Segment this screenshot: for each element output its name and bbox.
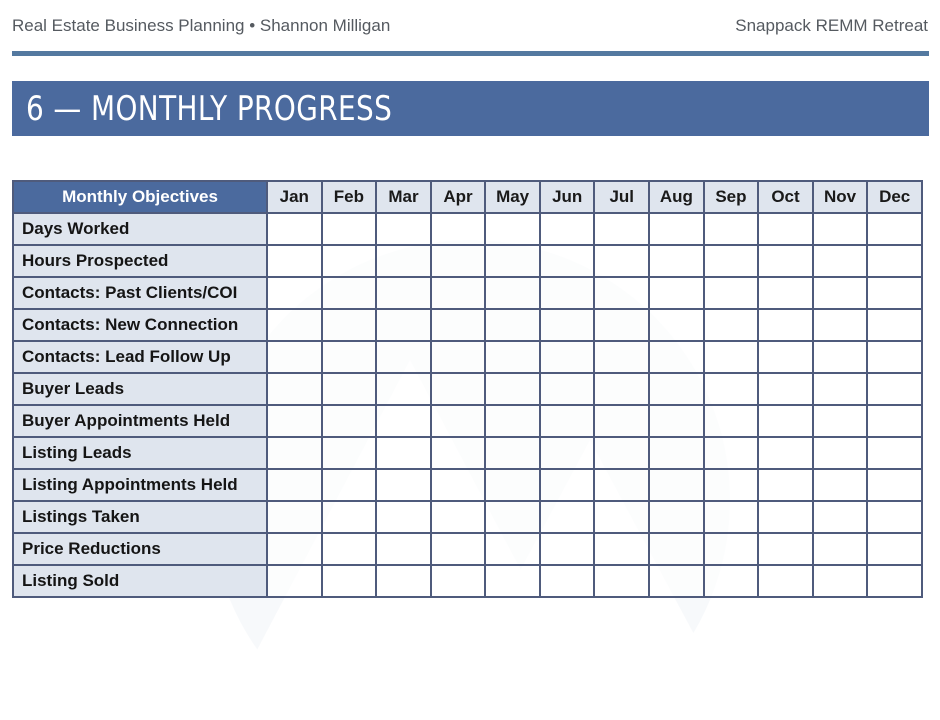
entry-cell-feb[interactable] xyxy=(322,277,377,309)
entry-cell-nov[interactable] xyxy=(813,437,868,469)
entry-cell-sep[interactable] xyxy=(704,405,759,437)
entry-cell-jul[interactable] xyxy=(594,245,649,277)
section-banner xyxy=(12,81,929,136)
entry-cell-sep[interactable] xyxy=(704,341,759,373)
month-header-nov: Nov xyxy=(813,181,868,213)
entry-cell-apr[interactable] xyxy=(431,213,486,245)
entry-cell-sep[interactable] xyxy=(704,565,759,597)
entry-cell-aug[interactable] xyxy=(649,309,704,341)
entry-cell-dec[interactable] xyxy=(867,533,922,565)
entry-cell-oct[interactable] xyxy=(758,341,813,373)
entry-cell-jul[interactable] xyxy=(594,437,649,469)
entry-cell-oct[interactable] xyxy=(758,277,813,309)
entry-cell-sep[interactable] xyxy=(704,373,759,405)
table-header-row xyxy=(13,181,922,213)
entry-cell-jul[interactable] xyxy=(594,341,649,373)
entry-cell-nov[interactable] xyxy=(813,373,868,405)
entry-cell-feb[interactable] xyxy=(322,213,377,245)
entry-cell-sep[interactable] xyxy=(704,533,759,565)
entry-cell-mar[interactable] xyxy=(376,501,431,533)
entry-cell-jan[interactable] xyxy=(267,469,322,501)
entry-cell-mar[interactable] xyxy=(376,469,431,501)
entry-cell-may[interactable] xyxy=(485,565,540,597)
section-title: 6 — MONTHLY PROGRESS xyxy=(26,88,393,129)
entry-cell-nov[interactable] xyxy=(813,469,868,501)
month-header-may: May xyxy=(485,181,540,213)
entry-cell-aug[interactable] xyxy=(649,277,704,309)
entry-cell-jan[interactable] xyxy=(267,501,322,533)
row-label: Listings Taken xyxy=(13,501,267,533)
entry-cell-aug[interactable] xyxy=(649,533,704,565)
month-header-jul: Jul xyxy=(594,181,649,213)
entry-cell-may[interactable] xyxy=(485,501,540,533)
entry-cell-aug[interactable] xyxy=(649,469,704,501)
entry-cell-jun[interactable] xyxy=(540,277,595,309)
entry-cell-jun[interactable] xyxy=(540,469,595,501)
entry-cell-jul[interactable] xyxy=(594,533,649,565)
entry-cell-sep[interactable] xyxy=(704,213,759,245)
monthly-progress-table xyxy=(12,180,923,598)
month-header-feb: Feb xyxy=(322,181,377,213)
entry-cell-jun[interactable] xyxy=(540,309,595,341)
entry-cell-dec[interactable] xyxy=(867,437,922,469)
entry-cell-jan[interactable] xyxy=(267,213,322,245)
entry-cell-jun[interactable] xyxy=(540,533,595,565)
entry-cell-jan[interactable] xyxy=(267,405,322,437)
event-name: Snappack REMM Retreat xyxy=(735,16,928,35)
entry-cell-mar[interactable] xyxy=(376,213,431,245)
entry-cell-feb[interactable] xyxy=(322,405,377,437)
month-header-jan: Jan xyxy=(267,181,322,213)
entry-cell-mar[interactable] xyxy=(376,341,431,373)
month-header-apr: Apr xyxy=(431,181,486,213)
header-divider xyxy=(12,51,929,56)
entry-cell-mar[interactable] xyxy=(376,245,431,277)
entry-cell-aug[interactable] xyxy=(649,405,704,437)
entry-cell-mar[interactable] xyxy=(376,437,431,469)
entry-cell-jul[interactable] xyxy=(594,373,649,405)
entry-cell-mar[interactable] xyxy=(376,565,431,597)
entry-cell-dec[interactable] xyxy=(867,373,922,405)
month-header-aug: Aug xyxy=(649,181,704,213)
entry-cell-aug[interactable] xyxy=(649,437,704,469)
row-label: Listing Appointments Held xyxy=(13,469,267,501)
entry-cell-feb[interactable] xyxy=(322,341,377,373)
entry-cell-sep[interactable] xyxy=(704,309,759,341)
entry-cell-jan[interactable] xyxy=(267,341,322,373)
entry-cell-aug[interactable] xyxy=(649,565,704,597)
table-row xyxy=(13,309,922,341)
entry-cell-oct[interactable] xyxy=(758,309,813,341)
entry-cell-jan[interactable] xyxy=(267,437,322,469)
entry-cell-jan[interactable] xyxy=(267,565,322,597)
entry-cell-feb[interactable] xyxy=(322,309,377,341)
entry-cell-jun[interactable] xyxy=(540,373,595,405)
entry-cell-apr[interactable] xyxy=(431,245,486,277)
entry-cell-jun[interactable] xyxy=(540,245,595,277)
entry-cell-jul[interactable] xyxy=(594,309,649,341)
entry-cell-mar[interactable] xyxy=(376,277,431,309)
row-label: Listing Leads xyxy=(13,437,267,469)
entry-cell-apr[interactable] xyxy=(431,501,486,533)
entry-cell-jan[interactable] xyxy=(267,533,322,565)
entry-cell-may[interactable] xyxy=(485,437,540,469)
entry-cell-dec[interactable] xyxy=(867,565,922,597)
entry-cell-feb[interactable] xyxy=(322,533,377,565)
entry-cell-sep[interactable] xyxy=(704,501,759,533)
month-header-jun: Jun xyxy=(540,181,595,213)
row-label: Contacts: Past Clients/COI xyxy=(13,277,267,309)
entry-cell-dec[interactable] xyxy=(867,277,922,309)
table-row xyxy=(13,405,922,437)
entry-cell-dec[interactable] xyxy=(867,245,922,277)
entry-cell-aug[interactable] xyxy=(649,341,704,373)
page-header xyxy=(12,14,928,38)
entry-cell-jul[interactable] xyxy=(594,405,649,437)
entry-cell-apr[interactable] xyxy=(431,341,486,373)
entry-cell-jun[interactable] xyxy=(540,565,595,597)
entry-cell-sep[interactable] xyxy=(704,437,759,469)
entry-cell-jan[interactable] xyxy=(267,277,322,309)
entry-cell-mar[interactable] xyxy=(376,405,431,437)
row-label: Contacts: New Connection xyxy=(13,309,267,341)
entry-cell-dec[interactable] xyxy=(867,309,922,341)
entry-cell-oct[interactable] xyxy=(758,565,813,597)
entry-cell-nov[interactable] xyxy=(813,533,868,565)
entry-cell-nov[interactable] xyxy=(813,309,868,341)
entry-cell-aug[interactable] xyxy=(649,501,704,533)
entry-cell-apr[interactable] xyxy=(431,373,486,405)
entry-cell-aug[interactable] xyxy=(649,373,704,405)
entry-cell-apr[interactable] xyxy=(431,533,486,565)
row-label: Listing Sold xyxy=(13,565,267,597)
entry-cell-dec[interactable] xyxy=(867,341,922,373)
row-label: Buyer Leads xyxy=(13,373,267,405)
entry-cell-nov[interactable] xyxy=(813,501,868,533)
entry-cell-may[interactable] xyxy=(485,373,540,405)
table-row xyxy=(13,341,922,373)
entry-cell-feb[interactable] xyxy=(322,373,377,405)
entry-cell-jun[interactable] xyxy=(540,341,595,373)
row-label: Hours Prospected xyxy=(13,245,267,277)
entry-cell-oct[interactable] xyxy=(758,373,813,405)
table-row xyxy=(13,565,922,597)
entry-cell-oct[interactable] xyxy=(758,245,813,277)
entry-cell-aug[interactable] xyxy=(649,213,704,245)
entry-cell-jan[interactable] xyxy=(267,245,322,277)
table-row xyxy=(13,533,922,565)
entry-cell-oct[interactable] xyxy=(758,533,813,565)
row-label: Contacts: Lead Follow Up xyxy=(13,341,267,373)
entry-cell-feb[interactable] xyxy=(322,469,377,501)
entry-cell-jun[interactable] xyxy=(540,405,595,437)
entry-cell-jan[interactable] xyxy=(267,309,322,341)
entry-cell-aug[interactable] xyxy=(649,245,704,277)
entry-cell-sep[interactable] xyxy=(704,245,759,277)
month-header-sep: Sep xyxy=(704,181,759,213)
entry-cell-oct[interactable] xyxy=(758,213,813,245)
entry-cell-jul[interactable] xyxy=(594,565,649,597)
entry-cell-may[interactable] xyxy=(485,277,540,309)
entry-cell-jul[interactable] xyxy=(594,213,649,245)
entry-cell-sep[interactable] xyxy=(704,469,759,501)
table-row xyxy=(13,245,922,277)
entry-cell-oct[interactable] xyxy=(758,469,813,501)
entry-cell-may[interactable] xyxy=(485,405,540,437)
entry-cell-feb[interactable] xyxy=(322,437,377,469)
entry-cell-nov[interactable] xyxy=(813,277,868,309)
entry-cell-apr[interactable] xyxy=(431,437,486,469)
row-label: Days Worked xyxy=(13,213,267,245)
entry-cell-dec[interactable] xyxy=(867,213,922,245)
entry-cell-jan[interactable] xyxy=(267,373,322,405)
month-header-mar: Mar xyxy=(376,181,431,213)
entry-cell-may[interactable] xyxy=(485,469,540,501)
entry-cell-nov[interactable] xyxy=(813,405,868,437)
table-row xyxy=(13,213,922,245)
entry-cell-jul[interactable] xyxy=(594,501,649,533)
entry-cell-apr[interactable] xyxy=(431,309,486,341)
row-label: Price Reductions xyxy=(13,533,267,565)
entry-cell-nov[interactable] xyxy=(813,213,868,245)
table-row xyxy=(13,469,922,501)
entry-cell-jun[interactable] xyxy=(540,213,595,245)
month-header-dec: Dec xyxy=(867,181,922,213)
entry-cell-mar[interactable] xyxy=(376,373,431,405)
table-row xyxy=(13,501,922,533)
entry-cell-dec[interactable] xyxy=(867,405,922,437)
row-label: Buyer Appointments Held xyxy=(13,405,267,437)
document-subtitle: Real Estate Business Planning • Shannon Milligan xyxy=(12,16,391,35)
entry-cell-apr[interactable] xyxy=(431,277,486,309)
entry-cell-may[interactable] xyxy=(485,341,540,373)
entry-cell-apr[interactable] xyxy=(431,469,486,501)
entry-cell-may[interactable] xyxy=(485,533,540,565)
entry-cell-feb[interactable] xyxy=(322,565,377,597)
entry-cell-sep[interactable] xyxy=(704,277,759,309)
entry-cell-may[interactable] xyxy=(485,245,540,277)
table-row xyxy=(13,373,922,405)
entry-cell-apr[interactable] xyxy=(431,565,486,597)
entry-cell-nov[interactable] xyxy=(813,565,868,597)
entry-cell-oct[interactable] xyxy=(758,437,813,469)
entry-cell-feb[interactable] xyxy=(322,245,377,277)
entry-cell-apr[interactable] xyxy=(431,405,486,437)
entry-cell-nov[interactable] xyxy=(813,245,868,277)
entry-cell-mar[interactable] xyxy=(376,309,431,341)
objectives-column-header: Monthly Objectives xyxy=(13,181,267,213)
table-row xyxy=(13,277,922,309)
entry-cell-feb[interactable] xyxy=(322,501,377,533)
entry-cell-dec[interactable] xyxy=(867,501,922,533)
entry-cell-oct[interactable] xyxy=(758,501,813,533)
entry-cell-mar[interactable] xyxy=(376,533,431,565)
entry-cell-oct[interactable] xyxy=(758,405,813,437)
month-header-oct: Oct xyxy=(758,181,813,213)
entry-cell-jun[interactable] xyxy=(540,437,595,469)
table-row xyxy=(13,437,922,469)
entry-cell-jun[interactable] xyxy=(540,501,595,533)
entry-cell-jul[interactable] xyxy=(594,469,649,501)
entry-cell-dec[interactable] xyxy=(867,469,922,501)
entry-cell-may[interactable] xyxy=(485,213,540,245)
entry-cell-jul[interactable] xyxy=(594,277,649,309)
entry-cell-may[interactable] xyxy=(485,309,540,341)
entry-cell-nov[interactable] xyxy=(813,341,868,373)
